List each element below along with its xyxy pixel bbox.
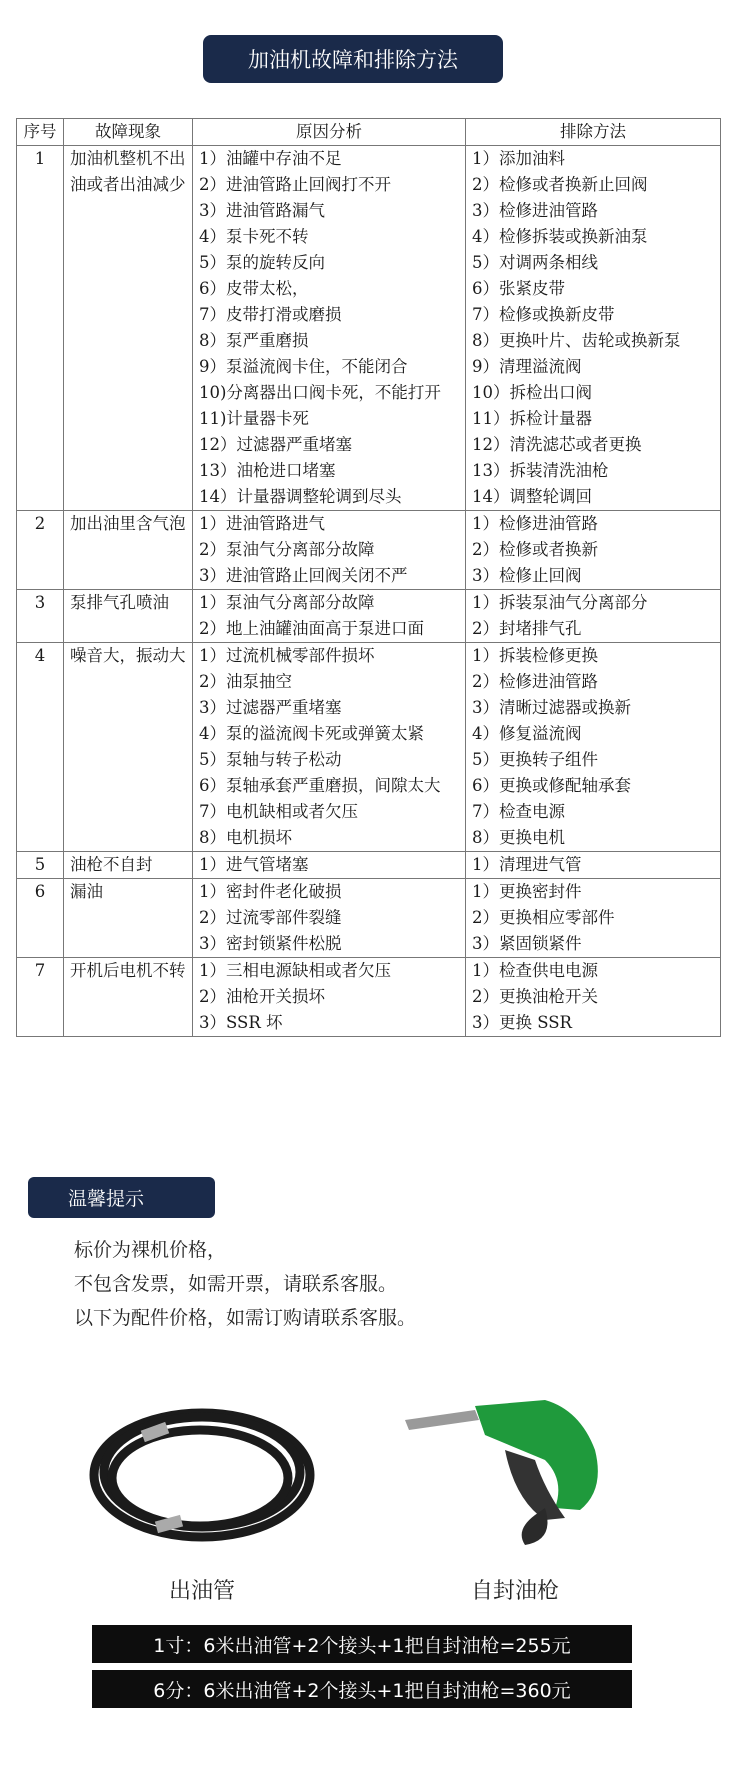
tips-text [74, 1233, 416, 1335]
row-number: 3 [17, 590, 64, 643]
row-symptom: 泵排气孔喷油 [64, 590, 193, 643]
cause-item: 3）进油管路漏气 [199, 201, 325, 220]
cause-item: 1）泵油气分离部分故障 [199, 593, 375, 612]
fix-item: 4）修复溢流阀 [472, 724, 582, 743]
cause-item: 3）密封锁紧件松脱 [199, 934, 342, 953]
fix-item: 14）调整轮调回 [472, 487, 592, 506]
cause-item: 6）泵轴承套严重磨损，间隙太大 [199, 776, 441, 795]
nozzle-label: 自封油枪 [470, 1579, 559, 1604]
cause-item: 3）SSR 坏 [199, 1013, 283, 1032]
table-row [17, 852, 721, 879]
fix-item: 8）更换电机 [472, 828, 565, 847]
fix-item: 3）清晰过滤器或换新 [472, 698, 631, 717]
fix-item: 3）更换 SSR [472, 1013, 572, 1032]
cause-item: 8）泵严重磨损 [199, 331, 309, 350]
fix-item: 3）检修进油管路 [472, 201, 598, 220]
cause-item: 14）计量器调整轮调到尽头 [199, 487, 402, 506]
row-number: 7 [17, 958, 64, 1037]
row-number: 4 [17, 643, 64, 852]
cause-item: 2）地上油罐油面高于泵进口面 [199, 619, 424, 638]
cause-item: 2）过流零部件裂缝 [199, 908, 342, 927]
cause-item: 5）泵的旋转反向 [199, 253, 325, 272]
fix-item: 5）更换转子组件 [472, 750, 598, 769]
fix-item: 3）检修止回阀 [472, 566, 582, 585]
row-number: 5 [17, 852, 64, 879]
table-row [17, 879, 721, 958]
cause-item: 7）电机缺相或者欠压 [199, 802, 358, 821]
fix-item: 4）检修拆装或换新油泵 [472, 227, 648, 246]
row-causes [193, 879, 466, 958]
fix-item: 6）更换或修配轴承套 [472, 776, 631, 795]
table-header-row [17, 119, 721, 146]
row-causes [193, 590, 466, 643]
header-cause: 原因分析 [193, 119, 466, 146]
fix-item: 8）更换叶片、齿轮或换新泵 [472, 331, 681, 350]
price-line-1: 1寸：6米出油管+2个接头+1把自封油枪=255元 [92, 1625, 632, 1663]
row-fixes [466, 146, 721, 511]
fix-item: 2）更换油枪开关 [472, 987, 598, 1006]
fix-item: 1）拆装泵油气分离部分 [472, 593, 648, 612]
cause-item: 11)计量器卡死 [199, 409, 309, 428]
fix-item: 2）检修或者换新止回阀 [472, 175, 648, 194]
row-causes [193, 146, 466, 511]
row-symptom: 噪音大，振动大 [64, 643, 193, 852]
fix-item: 6）张紧皮带 [472, 279, 565, 298]
fix-item: 1）更换密封件 [472, 882, 582, 901]
cause-item: 3）进油管路止回阀关闭不严 [199, 566, 408, 585]
fix-item: 7）检查电源 [472, 802, 565, 821]
row-causes [193, 511, 466, 590]
fix-item: 2）检修或者换新 [472, 540, 598, 559]
row-causes [193, 643, 466, 852]
price-line-2: 6分：6米出油管+2个接头+1把自封油枪=360元 [92, 1670, 632, 1708]
cause-item: 1）进气管堵塞 [199, 855, 309, 874]
header-fix: 排除方法 [466, 119, 721, 146]
cause-item: 2）进油管路止回阀打不开 [199, 175, 391, 194]
tip-line: 标价为裸机价格， [74, 1239, 227, 1261]
cause-item: 3）过滤器严重堵塞 [199, 698, 342, 717]
row-number: 2 [17, 511, 64, 590]
row-causes [193, 958, 466, 1037]
page-title: 加油机故障和排除方法 [203, 35, 503, 83]
fix-item: 5）对调两条相线 [472, 253, 598, 272]
row-symptom: 加油机整机不出油或者出油减少 [64, 146, 193, 511]
fix-item: 10）拆检出口阀 [472, 383, 592, 402]
row-symptom: 加出油里含气泡 [64, 511, 193, 590]
cause-item: 2）油泵抽空 [199, 672, 292, 691]
hose-label: 出油管 [168, 1579, 235, 1604]
row-causes [193, 852, 466, 879]
row-fixes [466, 643, 721, 852]
cause-item: 13）油枪进口堵塞 [199, 461, 336, 480]
cause-item: 1）三相电源缺相或者欠压 [199, 961, 391, 980]
hose-product [72, 1390, 332, 1605]
fix-item: 1）检修进油管路 [472, 514, 598, 533]
fix-item: 9）清理溢流阀 [472, 357, 582, 376]
fix-item: 2）检修进油管路 [472, 672, 598, 691]
hose-image [82, 1390, 322, 1560]
cause-item: 1）进油管路进气 [199, 514, 325, 533]
row-fixes [466, 879, 721, 958]
cause-item: 1）密封件老化破损 [199, 882, 342, 901]
table-row [17, 146, 721, 511]
fix-item: 12）清洗滤芯或者更换 [472, 435, 642, 454]
tip-line: 以下为配件价格，如需订购请联系客服。 [74, 1307, 417, 1329]
row-symptom: 漏油 [64, 879, 193, 958]
cause-item: 1）过流机械零部件损坏 [199, 646, 375, 665]
fix-item: 1）清理进气管 [472, 855, 582, 874]
table-row [17, 643, 721, 852]
table-row [17, 958, 721, 1037]
tip-line: 不包含发票，如需开票，请联系客服。 [74, 1273, 398, 1295]
fix-item: 2）更换相应零部件 [472, 908, 615, 927]
nozzle-image [395, 1390, 635, 1560]
table-row [17, 590, 721, 643]
row-fixes [466, 511, 721, 590]
header-num: 序号 [17, 119, 64, 146]
cause-item: 4）泵卡死不转 [199, 227, 309, 246]
table-row [17, 511, 721, 590]
cause-item: 7）皮带打滑或磨损 [199, 305, 342, 324]
row-symptom: 开机后电机不转 [64, 958, 193, 1037]
row-fixes [466, 852, 721, 879]
fix-item: 13）拆装清洗油枪 [472, 461, 609, 480]
row-number: 1 [17, 146, 64, 511]
cause-item: 5）泵轴与转子松动 [199, 750, 342, 769]
cause-item: 9）泵溢流阀卡住，不能闭合 [199, 357, 408, 376]
cause-item: 6）皮带太松， [199, 279, 309, 298]
cause-item: 4）泵的溢流阀卡死或弹簧太紧 [199, 724, 424, 743]
fix-item: 7）检修或换新皮带 [472, 305, 615, 324]
fix-item: 1）检查供电电源 [472, 961, 598, 980]
cause-item: 1）油罐中存油不足 [199, 149, 342, 168]
cause-item: 2）油枪开关损坏 [199, 987, 325, 1006]
cause-item: 10)分离器出口阀卡死，不能打开 [199, 383, 441, 402]
cause-item: 12）过滤器严重堵塞 [199, 435, 352, 454]
row-number: 6 [17, 879, 64, 958]
cause-item: 2）泵油气分离部分故障 [199, 540, 375, 559]
row-fixes [466, 958, 721, 1037]
fix-item: 1）添加油料 [472, 149, 565, 168]
fault-table [16, 118, 721, 1037]
nozzle-product [385, 1390, 645, 1605]
cause-item: 8）电机损坏 [199, 828, 292, 847]
fix-item: 11）拆检计量器 [472, 409, 592, 428]
header-symptom: 故障现象 [64, 119, 193, 146]
fix-item: 2）封堵排气孔 [472, 619, 582, 638]
fix-item: 1）拆装检修更换 [472, 646, 598, 665]
row-fixes [466, 590, 721, 643]
fix-item: 3）紧固锁紧件 [472, 934, 582, 953]
tips-heading: 温馨提示 [28, 1177, 215, 1218]
row-symptom: 油枪不自封 [64, 852, 193, 879]
